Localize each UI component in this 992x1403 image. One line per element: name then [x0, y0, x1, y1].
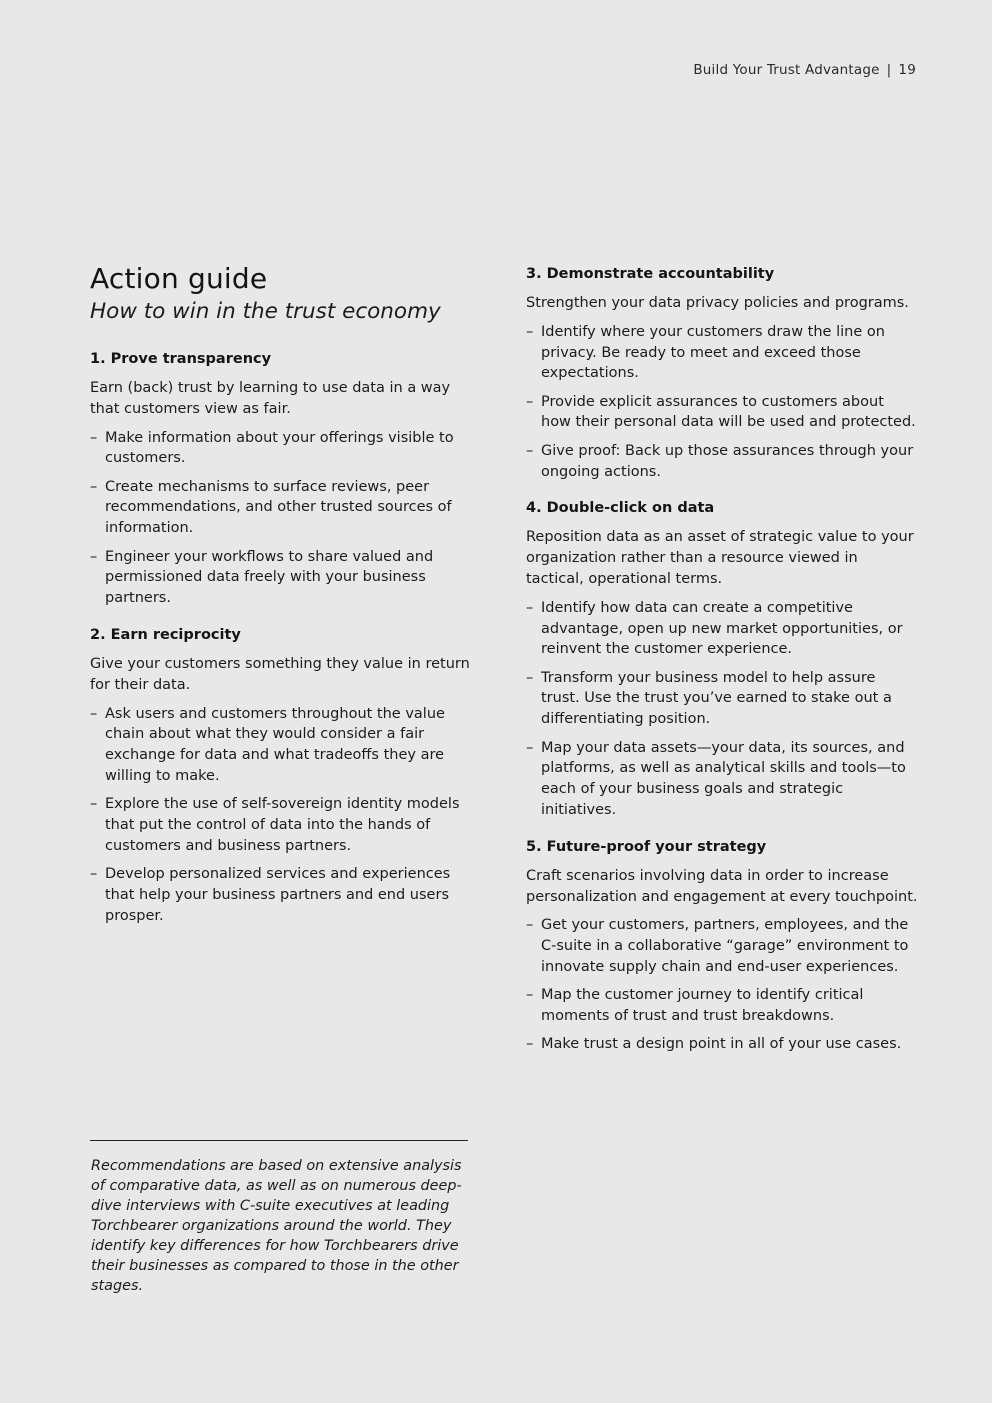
- dash-bullet: –: [526, 599, 534, 616]
- section-intro: Give your customers something they value in return for their data.: [90, 655, 470, 693]
- list-item: [526, 598, 918, 660]
- page-title: Action guide: [90, 262, 268, 295]
- dash-bullet: –: [526, 1036, 534, 1053]
- section-intro: Earn (back) trust by learning to use data in a way that customers view as fair.: [90, 380, 451, 417]
- bullet-list: [90, 428, 482, 609]
- bullet-list: [90, 704, 482, 927]
- dash-bullet: –: [526, 917, 534, 934]
- section-heading: 4. Double-click on data: [526, 500, 715, 517]
- list-item-text: Give proof: Back up those assurances through your ongoing actions.: [541, 442, 914, 480]
- dash-bullet: –: [90, 796, 98, 813]
- list-item-text: Map the customer journey to identify critical moments of trust and trust breakdowns.: [541, 987, 864, 1025]
- list-item: [90, 704, 482, 787]
- dash-bullet: –: [526, 739, 534, 756]
- section-heading: 5. Future-proof your strategy: [526, 838, 767, 855]
- section-intro: Strengthen your data privacy policies and programs.: [526, 295, 909, 311]
- dash-bullet: –: [526, 987, 534, 1004]
- list-item-text: Develop personalized services and experiences that help your business partners and end users prosper.: [105, 866, 451, 924]
- right-column: [526, 264, 918, 1071]
- header-separator: |: [886, 62, 892, 78]
- dash-bullet: –: [90, 548, 98, 565]
- page-number: 19: [898, 62, 916, 78]
- footnote-text: Recommendations are based on extensive analysis of comparative data, as well as on numerous deep-dive interviews with C-suite executives at leading Torchbearer organizations around the world. They identify key differences for how Torchbearers drive their businesses as compared to those in the other stages.: [91, 1158, 462, 1294]
- section-future-proof-strategy: [526, 837, 918, 1055]
- section-double-click-on-data: [526, 498, 918, 820]
- bullet-list: [526, 915, 918, 1055]
- header-title: Build Your Trust Advantage: [693, 62, 880, 78]
- list-item-text: Engineer your workflows to share valued and permissioned data freely with your business partners.: [105, 548, 434, 607]
- dash-bullet: –: [90, 429, 98, 446]
- page-subtitle: How to win in the trust economy: [90, 299, 441, 324]
- footnote: [90, 1140, 468, 1296]
- list-item: [90, 794, 482, 856]
- dash-bullet: –: [526, 442, 534, 459]
- list-item: [90, 428, 482, 470]
- list-item-text: Make trust a design point in all of your use cases.: [541, 1036, 902, 1053]
- section-prove-transparency: [90, 349, 482, 609]
- list-item-text: Make information about your offerings visible to customers.: [105, 429, 454, 467]
- list-item: [526, 441, 918, 483]
- list-item: [526, 668, 918, 730]
- section-heading: 2. Earn reciprocity: [90, 626, 241, 643]
- dash-bullet: –: [90, 866, 98, 883]
- section-intro: Reposition data as an asset of strategic value to your organization rather than a resource viewed in tactical, operational terms.: [526, 529, 914, 587]
- list-item: [526, 738, 918, 821]
- list-item-text: Create mechanisms to surface reviews, peer recommendations, and other trusted sources of information.: [105, 478, 452, 537]
- list-item: [90, 477, 482, 539]
- dash-bullet: –: [526, 669, 534, 686]
- list-item-text: Identify where your customers draw the line on privacy. Be ready to meet and exceed those expectations.: [541, 323, 885, 382]
- dash-bullet: –: [90, 478, 98, 495]
- list-item: [526, 985, 918, 1027]
- list-item: [526, 322, 918, 384]
- list-item: [90, 864, 482, 926]
- section-heading: 1. Prove transparency: [90, 351, 272, 367]
- list-item-text: Get your customers, partners, employees, and the C-suite in a collaborative “garage” environment to innovate supply chain and end-user experiences.: [541, 917, 909, 975]
- section-earn-reciprocity: [90, 625, 482, 927]
- list-item-text: Transform your business model to help assure trust. Use the trust you’ve earned to stake out a differentiating position.: [541, 669, 892, 728]
- list-item: [526, 392, 918, 434]
- list-item: [526, 915, 918, 977]
- dash-bullet: –: [526, 323, 534, 340]
- section-intro: Craft scenarios involving data in order to increase personalization and engagement at every touchpoint.: [526, 867, 918, 905]
- list-item-text: Provide explicit assurances to customers about how their personal data will be used and protected.: [541, 393, 916, 431]
- dash-bullet: –: [90, 705, 98, 722]
- bullet-list: [526, 322, 918, 483]
- list-item-text: Identify how data can create a competitive advantage, open up new market opportunities, or reinvent the customer experience.: [541, 599, 903, 658]
- running-header: [693, 62, 916, 78]
- bullet-list: [526, 598, 918, 821]
- section-heading: 3. Demonstrate accountability: [526, 266, 775, 282]
- list-item: [526, 1034, 918, 1055]
- list-item: [90, 547, 482, 609]
- list-item-text: Ask users and customers throughout the value chain about what they would consider a fair exchange for data and what tradeoffs they are willing to make.: [105, 705, 445, 784]
- section-demonstrate-accountability: [526, 264, 918, 482]
- dash-bullet: –: [526, 393, 534, 410]
- left-column: [90, 262, 482, 943]
- list-item-text: Explore the use of self-sovereign identity models that put the control of data into the hands of customers and business partners.: [105, 796, 460, 854]
- list-item-text: Map your data assets—your data, its sources, and platforms, as well as analytical skills and tools—to each of your business goals and strategic initiatives.: [541, 739, 906, 818]
